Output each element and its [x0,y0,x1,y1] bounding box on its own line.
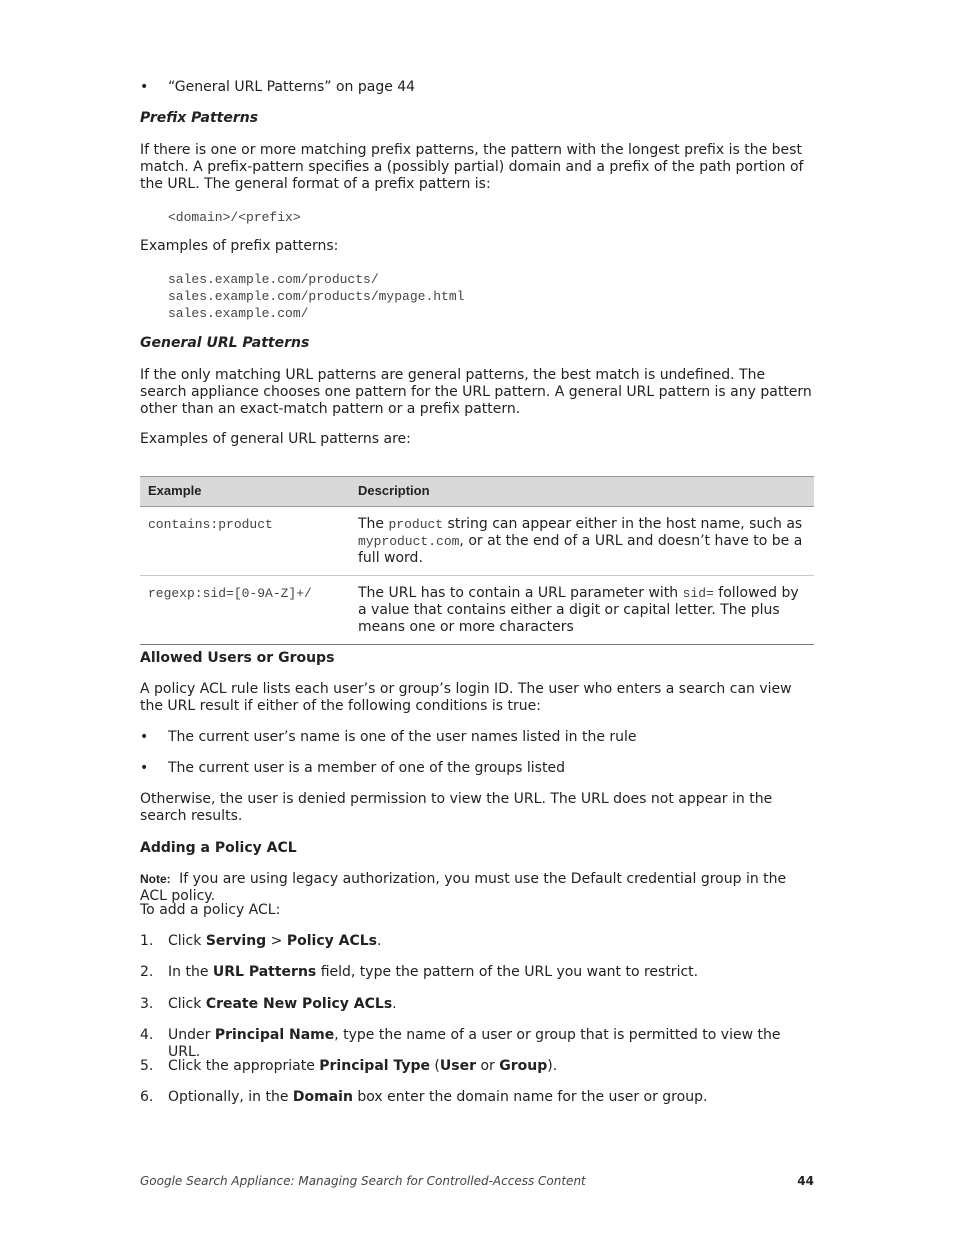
description-text: The URL has to contain a URL parameter with [358,585,683,601]
cross-reference-link[interactable]: “General URL Patterns” on page 44 [168,79,416,95]
ui-term: Create New Policy ACLs [205,996,393,1012]
note [140,871,814,905]
prefix-example-code: sales.example.com/products/ [168,272,379,287]
step-number: 5. [140,1058,154,1074]
column-header-example: Example [140,477,350,507]
step-text: , type the name of a user or group that is permitted to view the URL. [168,1027,781,1060]
ui-term: URL Patterns [212,964,317,980]
bullet-icon: • [140,79,149,95]
step-number: 3. [140,996,154,1012]
allowed-users-heading: Allowed Users or Groups [140,650,335,666]
step-text: Optionally, in the [168,1089,293,1105]
table-row [140,576,814,645]
general-examples-label: Examples of general URL patterns are: [140,431,411,447]
examples-table [140,476,814,645]
note-label: Note: [140,872,171,886]
general-url-patterns-paragraph: If the only matching URL patterns are general patterns, the best match is undefined. The search appliance chooses one pattern for the URL pattern. A general URL pattern is any pattern other than an exact-match pattern or a prefix pattern. [140,367,812,417]
description-text: , or at the end of a URL and doesn’t have to be a full word. [358,533,803,566]
step-text: box enter the domain name for the user or group. [352,1089,708,1105]
step-text: Click [168,996,206,1012]
step-text: . [392,996,397,1012]
denied-paragraph: Otherwise, the user is denied permission to view the URL. The URL does not appear in the search results. [140,791,773,824]
example-cell [140,507,350,576]
ui-term: Principal Type [319,1058,430,1074]
note-text: If you are using legacy authorization, you must use the Default credential group in the ACL policy. [140,871,787,904]
allowed-users-paragraph: A policy ACL rule lists each user’s or group’s login ID. The user who enters a search can view the URL result if either of the following conditions is true: [140,681,792,714]
footer-title: Google Search Appliance: Managing Search for Controlled-Access Content [140,1174,586,1188]
step-text: field, type the pattern of the URL you want to restrict. [316,964,699,980]
inline-code: product [388,517,444,532]
inline-code: myproduct.com [358,534,460,549]
list-item-text: The current user is a member of one of the groups listed [168,760,565,776]
example-cell [140,576,350,645]
prefix-example-code: sales.example.com/ [168,306,309,321]
step-number: 6. [140,1089,154,1105]
step-number: 1. [140,933,154,949]
step-text: . [377,933,382,949]
page-number: 44 [797,1174,814,1188]
step-text: Under [168,1027,215,1043]
prefix-examples-label: Examples of prefix patterns: [140,238,339,254]
ui-term: User [439,1058,476,1074]
prefix-patterns-heading: Prefix Patterns [140,110,259,126]
step-text: or [476,1058,500,1074]
prefix-format-code: <domain>/<prefix> [168,210,301,225]
page-footer [140,1174,814,1189]
step-number: 2. [140,964,154,980]
example-code: contains:product [148,517,273,532]
table-header-row [140,477,814,507]
step-text: ). [547,1058,558,1074]
inline-code: sid= [682,586,714,601]
prefix-example-code: sales.example.com/products/mypage.html [168,289,465,304]
adding-policy-acl-heading: Adding a Policy ACL [140,840,297,856]
column-header-description: Description [350,477,814,507]
ui-term: Policy ACLs [286,933,377,949]
step-number: 4. [140,1027,154,1043]
step-text: Click the appropriate [168,1058,320,1074]
step-text: Click [168,933,206,949]
description-text: The [358,516,389,532]
step-text: In the [168,964,213,980]
prefix-patterns-paragraph: If there is one or more matching prefix patterns, the pattern with the longest prefix is the best match. A prefix-pattern specifies a (possibly partial) domain and a prefix of the path portion of the URL. The general format of a prefix pattern is: [140,142,804,192]
example-code: regexp:sid=[0-9A-Z]+/ [148,586,312,601]
ui-term: Domain [292,1089,353,1105]
bullet-icon: • [140,760,149,776]
general-url-patterns-heading: General URL Patterns [140,335,310,351]
step-text: ( [429,1058,440,1074]
step-text: > [266,933,287,949]
table-row [140,507,814,576]
list-item-text: The current user’s name is one of the user names listed in the rule [168,729,637,745]
description-text: followed by a value that contains either a digit or capital letter. The plus means one or more characters [358,585,799,635]
description-text: string can appear either in the host name, such as [443,516,803,532]
ui-term: Serving [205,933,267,949]
ui-term: Principal Name [214,1027,335,1043]
description-cell [350,507,814,576]
procedure-intro: To add a policy ACL: [140,902,281,918]
bullet-icon: • [140,729,149,745]
description-cell [350,576,814,645]
ui-term: Group [499,1058,548,1074]
